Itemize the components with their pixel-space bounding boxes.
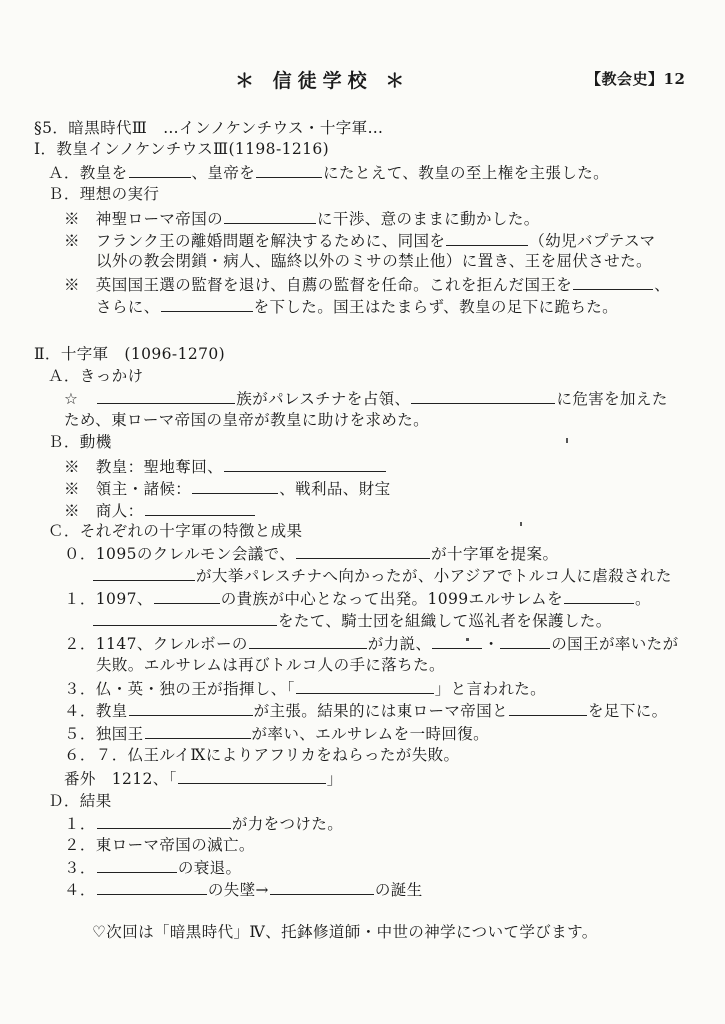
text: 族がパレスチナを占領、 [236,390,411,408]
text: の国王が率いたが [551,635,679,653]
text: ３．仏・英・独の王が指揮し、「 [64,680,295,698]
part2-b-heading: Ｂ．動機 [48,433,112,451]
text: が力説、 [367,635,432,653]
text: にたとえて、教皇の至上権を主張した。 [323,164,610,182]
scan-speck [520,522,522,526]
text: ※ 領主・諸候： [64,480,192,498]
part1-b-heading: Ｂ．理想の実行 [48,185,160,203]
blank[interactable] [446,230,528,246]
blank[interactable] [129,162,191,178]
blank[interactable] [296,678,434,694]
part2-a-heading: Ａ．きっかけ [48,367,144,385]
result-3-line [64,857,241,878]
text: を足下に。 [588,702,668,720]
crusade-1-line2 [92,610,612,631]
blank[interactable] [145,500,255,516]
page-label: 【教会史】12 [586,70,686,88]
blank[interactable] [249,633,367,649]
text: （幼児バプテスマ [529,232,656,250]
text: ５．独国王 [64,725,144,743]
blank[interactable] [97,388,235,404]
text: が大挙パレスチナへ向かったが、小アジアでトルコ人に虐殺された [196,567,672,585]
blank[interactable] [509,700,587,716]
text: 、戦利品、財宝 [279,480,391,498]
part2-b2-line [64,478,391,499]
text: の衰退。 [177,859,242,877]
part2-a-line2: ため、東ローマ帝国の皇帝が教皇に助けを求めた。 [64,411,430,429]
crusade-5-line [64,723,489,744]
text: をたて、騎士団を組織して巡礼者を保護した。 [278,612,612,630]
blank[interactable] [97,879,207,895]
text: が力をつけた。 [231,815,344,833]
crusade-0-line2 [92,565,672,586]
text: ４． [64,881,96,899]
scan-speck [566,438,568,443]
page-title: ＊ 信徒学校 ＊ [235,70,411,92]
blank[interactable] [93,565,195,581]
blank[interactable] [129,700,253,716]
blank[interactable] [296,543,430,559]
blank[interactable] [224,456,386,472]
text: ※ 教皇：聖地奪回、 [64,458,224,476]
section-heading: §5．暗黒時代Ⅲ …インノケンチウス・十字軍… [34,119,384,137]
text: ※ 神聖ローマ帝国の [64,210,224,228]
blank[interactable] [270,879,374,895]
blank[interactable] [154,588,220,604]
text: ０．1095のクレルモン会議で、 [64,545,296,563]
part2-heading: Ⅱ．十字軍 (1096-1270) [34,345,226,363]
part1-b1-line [64,208,540,229]
blank[interactable] [564,588,634,604]
text: 、 [654,276,671,294]
blank[interactable] [256,162,322,178]
text: 番外 1212、「 [64,770,177,788]
blank[interactable] [500,633,550,649]
blank[interactable] [145,723,251,739]
crusade-2-line1 [64,633,678,654]
crusade-4-line [64,700,668,721]
text: 」と言われた。 [434,680,547,698]
part1-heading: Ⅰ．教皇インノケンチウスⅢ(1198-1216) [34,140,330,158]
blank[interactable] [178,768,326,784]
blank[interactable] [224,208,316,224]
blank[interactable] [192,478,278,494]
part2-a-line1 [64,388,668,409]
crusade-extra-line [64,768,343,789]
text: の貴族が中心となって出発。1099エルサレムを [220,590,563,608]
blank[interactable] [411,388,555,404]
crusade-2-line2: 失敗。エルサレムは再びトルコ人の手に落ちた。 [96,656,445,674]
part1-b2-line1 [64,230,656,251]
footer-note: ♡次回は「暗黒時代」Ⅳ、托鉢修道師・中世の神学について学びます。 [92,923,598,941]
text: ２．1147、クレルボーの [64,635,248,653]
text: の誕生 [374,881,423,899]
blank[interactable] [93,610,277,626]
part1-b3-line1 [64,274,670,295]
part1-a-line [48,162,609,183]
crusade-3-line [64,678,546,699]
part1-b2-line2: 以外の教会閉鎖・病人、臨終以外のミサの禁止他）に置き、王を屈伏させた。 [96,252,652,270]
part2-d-heading: Ｄ．結果 [48,792,112,810]
blank[interactable] [97,857,177,873]
part2-b3-line [64,500,256,521]
text: 」 [326,770,343,788]
text: 、皇帝を [191,164,256,182]
text: ４．教皇 [64,702,128,720]
blank[interactable] [97,813,231,829]
text: Ａ．教皇を [48,164,128,182]
part2-c-heading: Ｃ．それぞれの十字軍の特徴と成果 [48,522,303,540]
crusade-6-7-line: ６．７．仏王ルイⅨによりアフリカをねらったが失敗。 [64,746,460,764]
text: が主張。結果的には東ローマ帝国と [253,702,509,720]
part1-b3-line2 [96,296,618,317]
text: が率い、エルサレムを一時回復。 [251,725,490,743]
text: に危害を加えた [556,390,668,408]
text: の失墜→ [207,881,269,899]
text: に干渉、意のままに動かした。 [317,210,540,228]
text: ※ フランク王の離婚問題を解決するために、同国を [64,232,446,250]
result-1-line [64,813,343,834]
text: が十字軍を提案。 [431,545,559,563]
part2-b1-line [64,456,387,477]
text: 。 [634,590,651,608]
blank[interactable] [573,274,653,290]
text: ※ 英国国王選の監督を退け、自薦の監督を任命。これを拒んだ国王を [64,276,573,294]
blank[interactable] [161,296,253,312]
text: １．1097、 [64,590,153,608]
text: １． [64,815,96,833]
text: さらに、 [96,298,160,316]
text: ※ 商人： [64,502,144,520]
result-2-line: ２．東ローマ帝国の滅亡。 [64,836,255,854]
crusade-0-line1 [64,543,558,564]
crusade-1-line1 [64,588,651,609]
result-4-line [64,879,423,900]
star-icon: ☆ [64,390,79,408]
text: を下した。国王はたまらず、教皇の足下に跪ちた。 [253,298,619,316]
scan-speck [466,638,469,641]
text: ３． [64,859,96,877]
blank[interactable] [432,633,482,649]
text: ・ [483,635,500,653]
